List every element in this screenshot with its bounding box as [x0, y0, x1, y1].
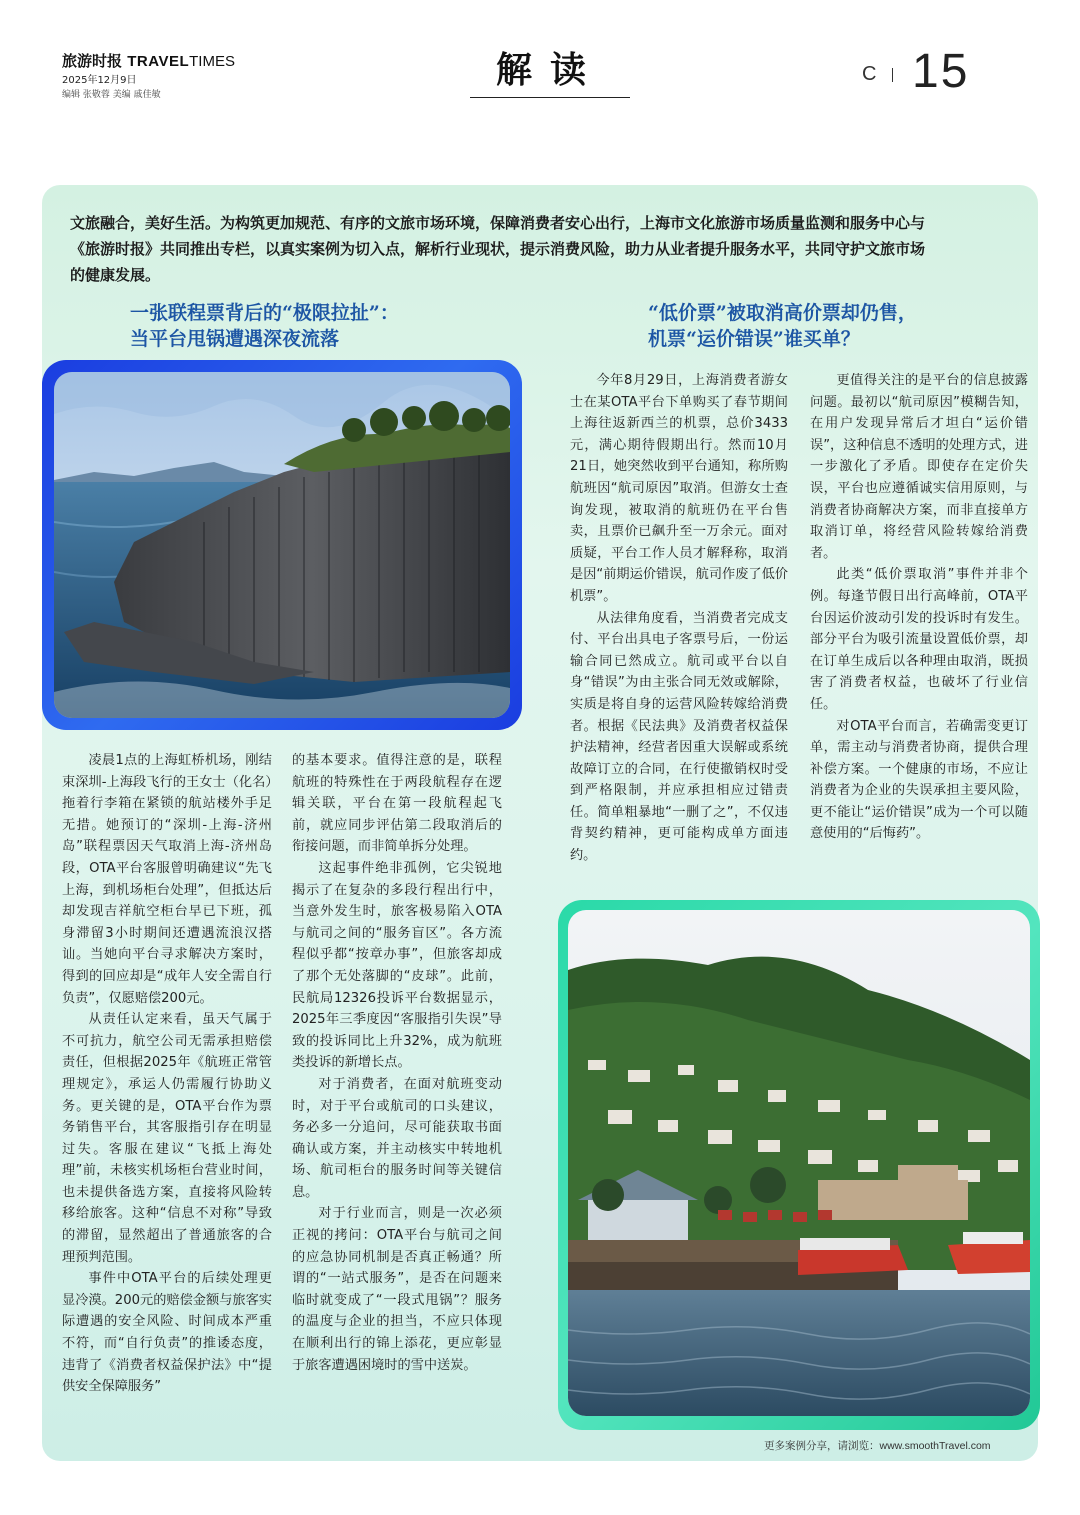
column-intro: 文旅融合，美好生活。为构筑更加规范、有序的文旅市场环境，保障消费者安心出行，上海市文化旅游市场质量监测和服务中心与《旅游时报》共同推出专栏，以真实案例为切入点，解析行业现状，提示消费风险，助力从业者提升服务水平，共同守护文旅市场的健康发展。: [70, 214, 926, 284]
page-number: 15: [912, 45, 970, 98]
brand-en-bold: TRAVEL: [127, 53, 190, 70]
lakeside-town-photo-frame: [558, 900, 1040, 1430]
page-number-divider: [892, 68, 893, 82]
right-headline-line2: 机票“运价错误”谁买单？: [648, 328, 860, 350]
left-headline-line2: 当平台甩锅遭遇深夜流落: [130, 328, 340, 350]
paragraph: 凌晨1点的上海虹桥机场，刚结束深圳-上海段飞行的王女士（化名）拖着行李箱在紧锁的航站楼外手足无措。她预订的“深圳-上海-济州岛”联程票因天气取消上海-济州岛段，OTA平台客服曾明确建议“先飞上海，到机场柜台处理”，但抵达后却发现吉祥航空柜台早已下班，孤身滞留3小时期间还遭遇流浪汉搭讪。当她向平台寻求解决方案时，得到的回应却是“成年人安全需自行负责”，仅愿赔偿200元。: [62, 753, 272, 1006]
editor-credits: 编辑 张敬蓉 美编 戚佳敏: [62, 90, 161, 100]
paragraph: 对OTA平台而言，若确需变更订单，需主动与消费者协商，提供合理补偿方案。一个健康的市场，不应让消费者为企业的失误承担主要风险，更不能让“运价错误”成为一个可以随意使用的“后悔药”。: [810, 718, 1028, 842]
brand-cn: 旅游时报: [62, 52, 123, 70]
right-article-column-1: [570, 370, 788, 867]
left-article-headline: [130, 300, 490, 352]
newspaper-brand: [62, 50, 235, 71]
page-section-letter: C: [862, 63, 877, 85]
left-article-column-1: [62, 750, 272, 1398]
paragraph: 从责任认定来看，虽天气属于不可抗力，航空公司无需承担赔偿责任，但根据2025年《航班正常管理规定》，承运人仍需履行协助义务。更关键的是，OTA平台作为票务销售平台，其客服指引存在明显过失。客服在建议“飞抵上海处理”前，未核实机场柜台营业时间，也未提供备选方案，直接将风险转移给旅客。这种“信息不对称”导致的滞留，显然超出了普通旅客的合理预判范围。: [62, 1012, 272, 1265]
paragraph: 此类“低价票取消”事件并非个例。每逢节假日出行高峰前，OTA平台因运价波动引发的投诉时有发生。部分平台为吸引流量设置低价票，却在订单生成后以各种理由取消，既损害了消费者权益，也破坏了行业信任。: [810, 567, 1028, 712]
paragraph: 从法律角度看，当消费者完成支付、平台出具电子客票号后，一份运输合同已然成立。航司或平台以自身“错误”为由主张合同无效或解除，实质是将自身的运营风险转嫁给消费者。根据《民法典》及消费者权益保护法精神，经营者因重大误解或系统故障订立的合同，在行使撤销权时受到严格限制，并应承担相应过错责任。简单粗暴地“一删了之”，不仅违背契约精神，更可能构成单方面违约。: [570, 610, 788, 864]
footer-more-cases: [764, 1438, 991, 1453]
paragraph: 的基本要求。值得注意的是，联程航班的特殊性在于两段航程存在逻辑关联，平台在第一段航程起飞前，就应同步评估第二段取消后的衔接问题，而非简单拆分处理。: [292, 753, 502, 855]
right-headline-line1: “低价票”被取消高价票却仍售，: [648, 302, 917, 324]
paragraph: 对于行业而言，则是一次必须正视的拷问：OTA平台与航司之间的应急协同机制是否真正畅通？所谓的“一站式服务”，是否在问题来临时就变成了“一段式甩锅”？服务的温度与企业的担当，不应只体现在顺利出行的锦上添花，更应彰显于旅客遭遇困境时的雪中送炭。: [292, 1206, 502, 1373]
coastal-cliff-photo: [54, 372, 510, 718]
section-title: 解读: [495, 49, 604, 91]
lakeside-town-photo: [568, 910, 1030, 1416]
left-headline-line1: 一张联程票背后的“极限拉扯”：: [130, 302, 399, 324]
coastal-cliff-photo-frame: [42, 360, 522, 730]
left-article-column-2: [292, 750, 502, 1376]
footer-url-link[interactable]: www.smoothTravel.com: [879, 1440, 991, 1452]
right-article-column-2: [810, 370, 1028, 845]
paragraph: 这起事件绝非孤例，它尖锐地揭示了在复杂的多段行程出行中，当意外发生时，旅客极易陷入OTA与航司之间的“服务盲区”。各方流程似乎都“按章办事”，但旅客却成了那个无处落脚的“皮球”。此前，民航局12326投诉平台数据显示，2025年三季度因“客服指引失误”导致的投诉同比上升32%，成为航班类投诉的新增长点。: [292, 860, 502, 1071]
issue-date: 2025年12月9日: [62, 75, 137, 86]
section-title-underline: [470, 97, 630, 98]
right-article-headline: [648, 300, 1008, 352]
paragraph: 今年8月29日，上海消费者游女士在某OTA平台下单购买了春节期间上海往返新西兰的机票，总价3433元，满心期待假期出行。然而10月21日，她突然收到平台通知，称所购航班因“航司原因”取消。但游女士查询发现，被取消的航班仍在平台售卖，且票价已飙升至一万余元。面对质疑，平台工作人员才解释称，取消是因“前期运价错误，航司作废了低价机票”。: [570, 373, 788, 604]
masthead: [0, 0, 1080, 130]
paragraph: 事件中OTA平台的后续处理更显冷漠。200元的赔偿金额与旅客实际遭遇的安全风险、时间成本严重不符，而“自行负责”的推诿态度，违背了《消费者权益保护法》中“提供安全保障服务”: [62, 1271, 272, 1395]
paragraph: 对于消费者，在面对航班变动时，对于平台或航司的口头建议，务必多一分追问，尽可能获取书面确认或方案，并主动核实中转地机场、航司柜台的服务时间等关键信息。: [292, 1076, 502, 1200]
brand-en-light: TIMES: [189, 53, 235, 70]
paragraph: 更值得关注的是平台的信息披露问题。最初以“航司原因”模糊告知，在用户发现异常后才坦白“运价错误”，这种信息不透明的处理方式，进一步激化了矛盾。即使存在定价失误，平台也应遵循诚实信用原则，与消费者协商解决方案，而非直接单方取消订单，将经营风险转嫁给消费者。: [810, 373, 1028, 561]
footer-text: 更多案例分享，请浏览：: [764, 1440, 880, 1452]
